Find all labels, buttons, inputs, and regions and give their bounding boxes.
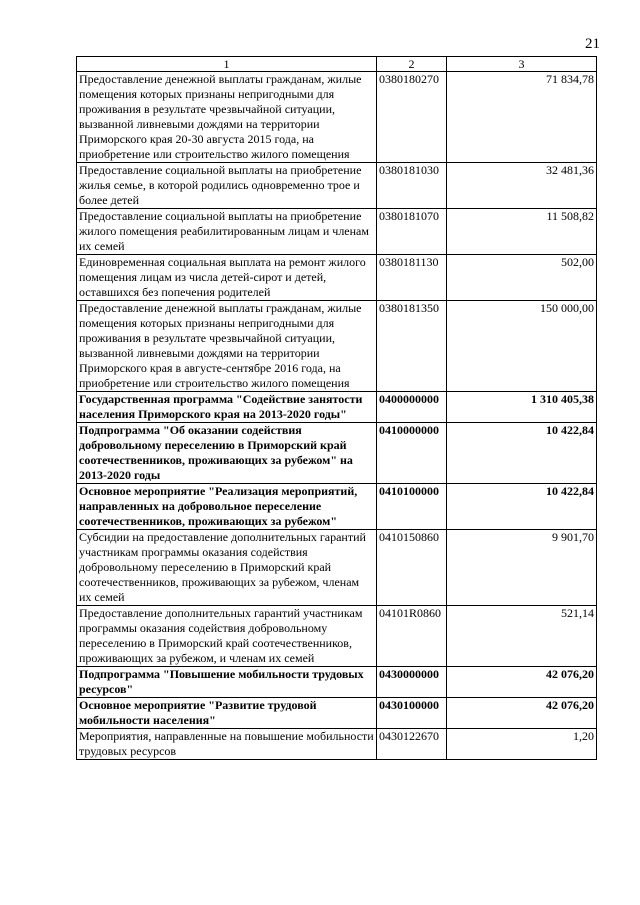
row-amount: 11 508,82	[447, 209, 597, 255]
row-code: 04101R0860	[377, 606, 447, 667]
table-row	[77, 301, 597, 392]
row-amount: 10 422,84	[447, 484, 597, 530]
row-name: Подпрограмма "Об оказании содействия добровольному переселению в Приморский край соотечественников, проживающих за рубежом" на 2013-2020 годы	[77, 423, 377, 484]
row-amount: 9 901,70	[447, 530, 597, 606]
row-amount: 502,00	[447, 255, 597, 301]
row-amount: 71 834,78	[447, 72, 597, 163]
table-row	[77, 729, 597, 760]
row-amount: 1 310 405,38	[447, 392, 597, 423]
row-code: 0380181070	[377, 209, 447, 255]
row-amount: 10 422,84	[447, 423, 597, 484]
row-amount: 150 000,00	[447, 301, 597, 392]
row-name: Предоставление денежной выплаты гражданам, жилые помещения которых признаны непригодными для проживания в результате чрезвычайной ситуации, вызванной ливневыми дождями на территории Приморского края в августе-сентябре 2016 года, на приобретение или строительство жилого помещения	[77, 301, 377, 392]
row-code: 0380181130	[377, 255, 447, 301]
table-row	[77, 530, 597, 606]
table-row	[77, 484, 597, 530]
row-name: Основное мероприятие "Реализация мероприятий, направленных на добровольное переселение соотечественников, проживающих за рубежом"	[77, 484, 377, 530]
table-row	[77, 255, 597, 301]
budget-table	[76, 56, 597, 760]
row-name: Подпрограмма "Повышение мобильности трудовых ресурсов"	[77, 667, 377, 698]
row-amount: 42 076,20	[447, 698, 597, 729]
column-header-3: 3	[447, 57, 597, 72]
row-code: 0410100000	[377, 484, 447, 530]
table-row	[77, 606, 597, 667]
row-code: 0410150860	[377, 530, 447, 606]
table-row	[77, 392, 597, 423]
row-name: Субсидии на предоставление дополнительных гарантий участникам программы оказания содействия добровольному переселению в Приморский край соотечественников, проживающих за рубежом, членам их семей	[77, 530, 377, 606]
row-code: 0430122670	[377, 729, 447, 760]
table-row	[77, 209, 597, 255]
page-number: 21	[585, 36, 600, 52]
table-row	[77, 423, 597, 484]
row-amount: 42 076,20	[447, 667, 597, 698]
row-name: Предоставление дополнительных гарантий участникам программы оказания содействия добровольному переселению в Приморский край соотечественников, проживающих за рубежом, и членам их семей	[77, 606, 377, 667]
row-code: 0400000000	[377, 392, 447, 423]
table-row	[77, 698, 597, 729]
row-code: 0410000000	[377, 423, 447, 484]
row-name: Мероприятия, направленные на повышение мобильности трудовых ресурсов	[77, 729, 377, 760]
row-code: 0380180270	[377, 72, 447, 163]
row-code: 0430000000	[377, 667, 447, 698]
row-code: 0380181350	[377, 301, 447, 392]
row-name: Предоставление денежной выплаты гражданам, жилые помещения которых признаны непригодными для проживания в результате чрезвычайной ситуации, вызванной ливневыми дождями на территории Приморского края 20-30 августа 2015 года, на приобретение или строительство жилого помещения	[77, 72, 377, 163]
row-amount: 32 481,36	[447, 163, 597, 209]
column-header-1: 1	[77, 57, 377, 72]
row-code: 0430100000	[377, 698, 447, 729]
table-row	[77, 72, 597, 163]
row-name: Государственная программа "Содействие занятости населения Приморского края на 2013-2020 годы"	[77, 392, 377, 423]
table-header-row	[77, 57, 597, 72]
row-amount: 1,20	[447, 729, 597, 760]
column-header-2: 2	[377, 57, 447, 72]
row-name: Предоставление социальной выплаты на приобретение жилья семье, в которой родились одновременно трое и более детей	[77, 163, 377, 209]
row-name: Единовременная социальная выплата на ремонт жилого помещения лицам из числа детей-сирот и детей, оставшихся без попечения родителей	[77, 255, 377, 301]
table-row	[77, 163, 597, 209]
row-amount: 521,14	[447, 606, 597, 667]
row-name: Предоставление социальной выплаты на приобретение жилого помещения реабилитированным лицам и членам их семей	[77, 209, 377, 255]
row-code: 0380181030	[377, 163, 447, 209]
row-name: Основное мероприятие "Развитие трудовой мобильности населения"	[77, 698, 377, 729]
table-row	[77, 667, 597, 698]
